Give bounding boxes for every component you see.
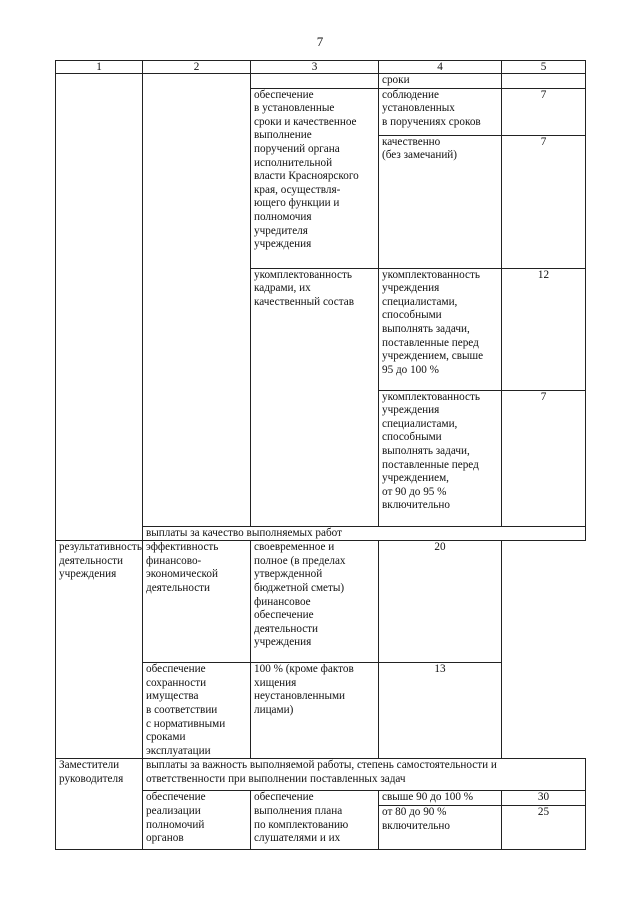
criteria-cell xyxy=(143,74,251,527)
header-cell-3: 3 xyxy=(251,61,379,74)
header-cell-1: 1 xyxy=(56,61,143,74)
section-heading: выплаты за важность выполняемой работы, степень самостоятельности и ответственности при выполнении поставленных задач xyxy=(143,759,586,791)
points-cell: 20 xyxy=(379,541,502,663)
criteria-cell: результативность деятельности учреждения xyxy=(56,541,143,759)
points-cell: 7 xyxy=(502,135,586,268)
condition-cell: от 80 до 90 % включительно xyxy=(379,805,502,849)
condition-cell: укомплектованность учреждения специалистами, способными выполнять задачи, поставленные перед учреждением, от 90 до 95 % включительно xyxy=(379,390,502,526)
table-row xyxy=(56,541,586,663)
condition-cell: своевременное и полное (в пределах утвержденной бюджетной сметы) финансовое обеспечение деятельности учреждения xyxy=(251,541,379,663)
condition-cell: качественно (без замечаний) xyxy=(379,135,502,268)
points-cell: 30 xyxy=(502,791,586,806)
criteria-table xyxy=(55,60,586,850)
points-cell: 12 xyxy=(502,268,586,390)
position-cell: Заместители руководителя xyxy=(56,759,143,850)
position-cell xyxy=(56,74,143,541)
section-heading: выплаты за качество выполняемых работ xyxy=(143,526,586,541)
condition-cell: сроки xyxy=(379,74,502,89)
header-row xyxy=(56,61,586,74)
indicator-cell: эффективность финансово- экономической деятельности xyxy=(143,541,251,663)
condition-cell: свыше 90 до 100 % xyxy=(379,791,502,806)
indicator-cell: обеспечение сохранности имущества в соответствии с нормативными сроками эксплуатации xyxy=(143,663,251,759)
section-row xyxy=(56,759,586,791)
points-cell: 7 xyxy=(502,390,586,526)
criteria-cell: обеспечение реализации полномочий органов xyxy=(143,791,251,850)
indicator-cell: укомплектованность кадрами, их качественный состав xyxy=(251,268,379,526)
condition-cell: 100 % (кроме фактов хищения неустановленными лицами) xyxy=(251,663,379,759)
page-number: 7 xyxy=(316,34,324,49)
indicator-cell: обеспечение выполнения плана по комплектованию слушателями и их xyxy=(251,791,379,850)
points-cell: 13 xyxy=(379,663,502,759)
header-cell-4: 4 xyxy=(379,61,502,74)
points-cell xyxy=(502,74,586,89)
points-cell: 7 xyxy=(502,88,586,135)
condition-cell: соблюдение установленных в поручениях сроков xyxy=(379,88,502,135)
condition-cell: укомплектованность учреждения специалистами, способными выполнять задачи, поставленные перед учреждением, свыше 95 до 100 % xyxy=(379,268,502,390)
table-row xyxy=(56,74,586,89)
indicator-cell: обеспечение в установленные сроки и качественное выполнение поручений органа исполнительной власти Красноярского края, осуществля- ющего функции и полномочия учредителя учреждения xyxy=(251,88,379,268)
header-cell-2: 2 xyxy=(143,61,251,74)
indicator-cell xyxy=(251,74,379,89)
header-cell-5: 5 xyxy=(502,61,586,74)
points-cell: 25 xyxy=(502,805,586,849)
